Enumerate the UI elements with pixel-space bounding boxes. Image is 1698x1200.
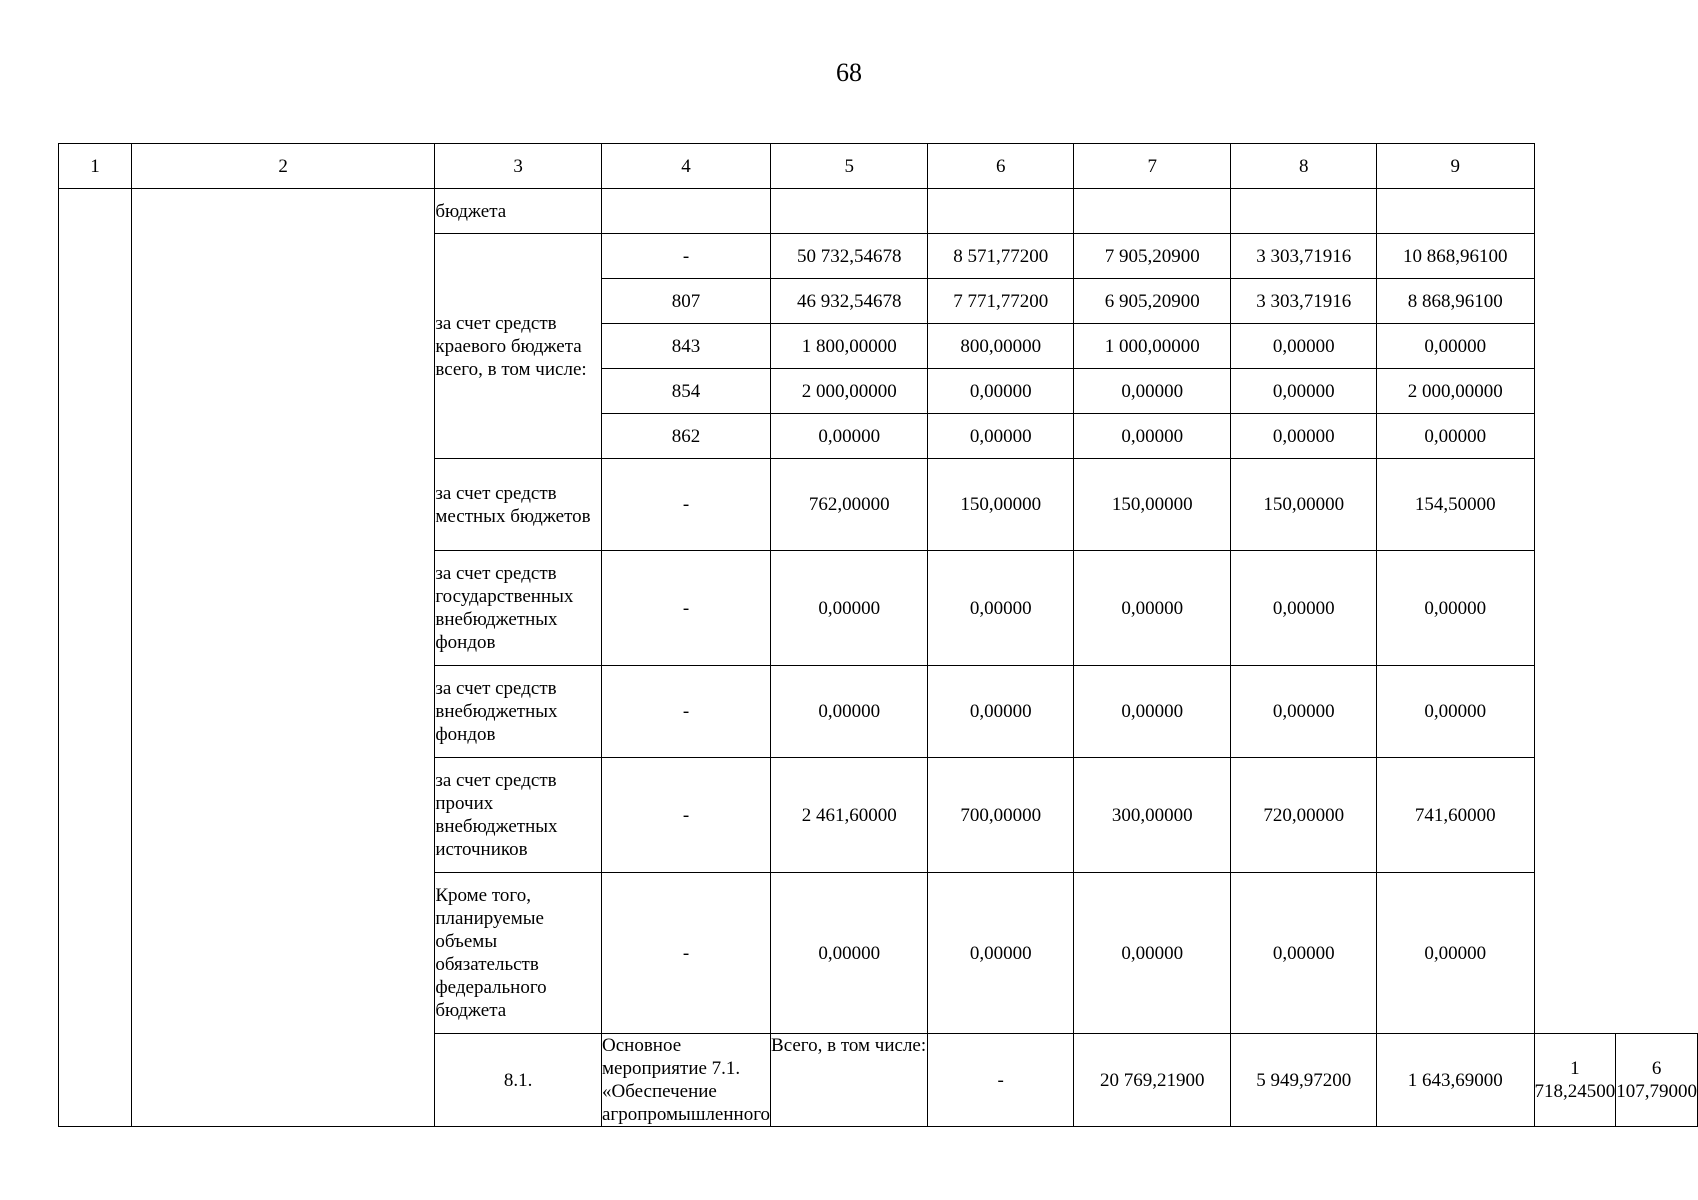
source-cell: за счет средств местных бюджетов — [435, 459, 602, 551]
value-cell: 6 905,20900 — [1074, 279, 1231, 324]
value-cell: 20 769,21900 — [1074, 1034, 1231, 1127]
source-cell: за счет средств прочих внебюджетных источников — [435, 758, 602, 873]
value-cell: 10 868,96100 — [1377, 234, 1534, 279]
header-cell: 1 — [59, 144, 132, 189]
value-cell: 762,00000 — [771, 459, 928, 551]
value-cell: 0,00000 — [1231, 324, 1377, 369]
value-cell: 6 107,79000 — [1616, 1034, 1698, 1127]
value-cell: 0,00000 — [928, 414, 1074, 459]
value-cell: 5 949,97200 — [1231, 1034, 1377, 1127]
value-cell: 0,00000 — [1377, 666, 1534, 758]
table-row — [59, 189, 1698, 234]
value-cell: 1 643,69000 — [1377, 1034, 1534, 1127]
value-cell: 0,00000 — [1074, 873, 1231, 1034]
value-cell: 0,00000 — [1231, 666, 1377, 758]
code-cell: - — [602, 873, 771, 1034]
empty-name-cell — [131, 189, 434, 1127]
value-cell: 0,00000 — [771, 873, 928, 1034]
code-cell: 862 — [602, 414, 771, 459]
header-cell: 5 — [771, 144, 928, 189]
measure-name-cell: Основное мероприятие 7.1. «Обеспечение агропромышленного — [602, 1035, 771, 1125]
empty-cell — [928, 189, 1074, 234]
value-cell: 0,00000 — [1231, 551, 1377, 666]
value-cell: 0,00000 — [1074, 369, 1231, 414]
source-cell: за счет средств государственных внебюджетных фондов — [435, 551, 602, 666]
header-cell: 4 — [602, 144, 771, 189]
code-cell: - — [602, 551, 771, 666]
value-cell: 0,00000 — [1074, 551, 1231, 666]
code-cell: - — [928, 1034, 1074, 1127]
header-cell: 3 — [435, 144, 602, 189]
value-cell: 2 000,00000 — [1377, 369, 1534, 414]
value-cell: 150,00000 — [928, 459, 1074, 551]
code-cell: 807 — [602, 279, 771, 324]
value-cell: 3 303,71916 — [1231, 234, 1377, 279]
value-cell: 1 718,24500 — [1534, 1034, 1616, 1127]
header-cell: 8 — [1231, 144, 1377, 189]
code-cell: 854 — [602, 369, 771, 414]
code-cell: 843 — [602, 324, 771, 369]
value-cell: 50 732,54678 — [771, 234, 928, 279]
value-cell: 720,00000 — [1231, 758, 1377, 873]
value-cell: 3 303,71916 — [1231, 279, 1377, 324]
code-cell: - — [602, 459, 771, 551]
header-cell: 7 — [1074, 144, 1231, 189]
header-cell: 2 — [131, 144, 434, 189]
empty-cell — [1231, 189, 1377, 234]
value-cell: 0,00000 — [771, 666, 928, 758]
value-cell: 46 932,54678 — [771, 279, 928, 324]
code-cell: - — [602, 666, 771, 758]
value-cell: 800,00000 — [928, 324, 1074, 369]
empty-cell — [1074, 189, 1231, 234]
budget-table — [58, 143, 1698, 1127]
source-cell: за счет средств краевого бюджета всего, в том числе: — [435, 234, 602, 459]
value-cell: 741,60000 — [1377, 758, 1534, 873]
value-cell: 0,00000 — [928, 551, 1074, 666]
value-cell: 7 771,77200 — [928, 279, 1074, 324]
header-row — [59, 144, 1698, 189]
value-cell: 0,00000 — [1377, 414, 1534, 459]
header-cell: 6 — [928, 144, 1074, 189]
value-cell: 8 571,77200 — [928, 234, 1074, 279]
value-cell: 0,00000 — [771, 551, 928, 666]
value-cell: 700,00000 — [928, 758, 1074, 873]
value-cell: 0,00000 — [771, 414, 928, 459]
value-cell: 150,00000 — [1074, 459, 1231, 551]
source-cell: Всего, в том числе: — [771, 1034, 928, 1127]
value-cell: 8 868,96100 — [1377, 279, 1534, 324]
value-cell: 1 800,00000 — [771, 324, 928, 369]
value-cell: 150,00000 — [1231, 459, 1377, 551]
value-cell: 0,00000 — [928, 666, 1074, 758]
row-number-cell: 8.1. — [435, 1034, 602, 1127]
empty-cell — [602, 189, 771, 234]
value-cell: 154,50000 — [1377, 459, 1534, 551]
value-cell: 0,00000 — [1377, 873, 1534, 1034]
value-cell: 1 000,00000 — [1074, 324, 1231, 369]
header-cell: 9 — [1377, 144, 1534, 189]
source-cell: Кроме того, планируемые объемы обязательств федерального бюджета — [435, 873, 602, 1034]
value-cell: 0,00000 — [928, 873, 1074, 1034]
code-cell: - — [602, 758, 771, 873]
value-cell: 7 905,20900 — [1074, 234, 1231, 279]
empty-cell — [771, 189, 928, 234]
value-cell: 0,00000 — [1377, 551, 1534, 666]
source-cell: за счет средств внебюджетных фондов — [435, 666, 602, 758]
empty-number-cell — [59, 189, 132, 1127]
value-cell: 300,00000 — [1074, 758, 1231, 873]
value-cell: 2 461,60000 — [771, 758, 928, 873]
empty-cell — [1377, 189, 1534, 234]
value-cell: 2 000,00000 — [771, 369, 928, 414]
value-cell: 0,00000 — [1074, 666, 1231, 758]
code-cell: - — [602, 234, 771, 279]
source-cell: бюджета — [435, 189, 602, 234]
value-cell: 0,00000 — [1074, 414, 1231, 459]
value-cell: 0,00000 — [1231, 873, 1377, 1034]
value-cell: 0,00000 — [1231, 369, 1377, 414]
value-cell: 0,00000 — [928, 369, 1074, 414]
value-cell: 0,00000 — [1377, 324, 1534, 369]
page-number: 68 — [836, 58, 862, 87]
value-cell: 0,00000 — [1231, 414, 1377, 459]
